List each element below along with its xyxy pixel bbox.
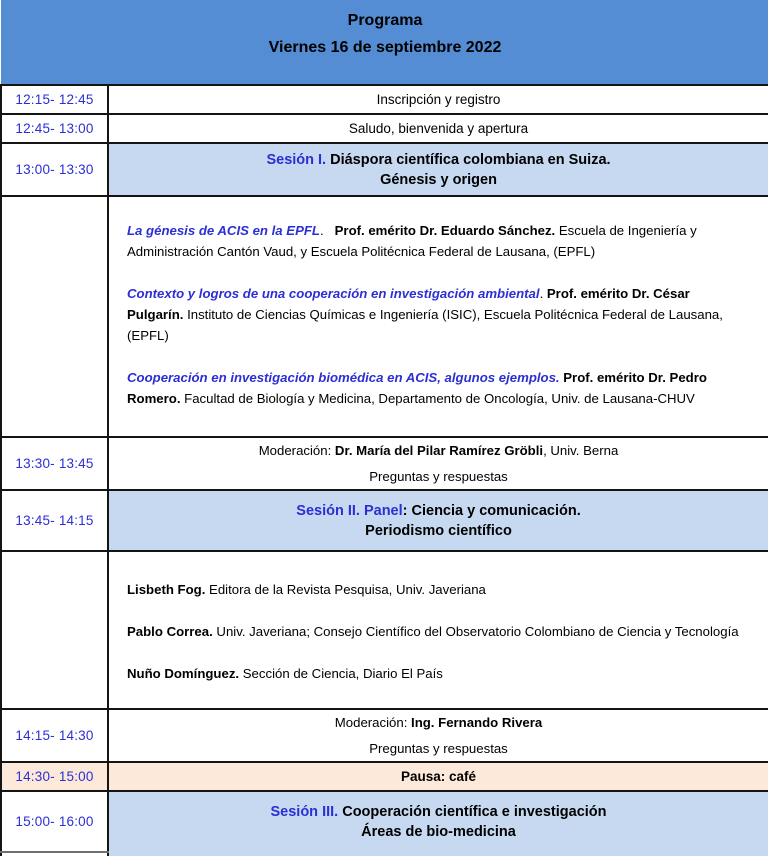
moderation1 (108, 437, 768, 490)
talk-2 (127, 283, 748, 346)
moderation2-questions: Preguntas y respuestas (369, 741, 508, 756)
session3-header (108, 791, 768, 852)
moderation2 (108, 709, 768, 762)
row-session1 (1, 143, 768, 196)
moderation1-prefix: Moderación: (258, 443, 335, 458)
row-session2 (1, 490, 768, 551)
moderation2-line (109, 714, 768, 731)
panel-speakers (108, 551, 768, 709)
header-row (1, 0, 768, 85)
partial-time-cell (1, 852, 108, 856)
session2-title-line1 (109, 501, 768, 521)
talk-1-affiliation: Escuela de Ingeniería y Administración Cantón Vaud, y Escuela Politécnica Federal de Lausana, (EPFL) (127, 223, 700, 259)
session3-title-line1 (109, 802, 768, 822)
session2-label: Sesión II. Panel (296, 502, 403, 519)
row-panel-speakers (1, 551, 768, 709)
time-empty-1 (1, 196, 108, 437)
partial-content-cell (108, 852, 768, 856)
time-empty-2 (1, 551, 108, 709)
moderation1-suffix: , Univ. Berna (543, 443, 619, 458)
time-break: 14:30- 15:00 (1, 762, 108, 791)
row-welcome (1, 114, 768, 143)
talk-2-affiliation: Instituto de Ciencias Químicas e Ingeniería (ISIC), Escuela Politécnica Federal de Lausana, (EPFL) (127, 307, 727, 343)
session1-talks (108, 196, 768, 437)
row-partial-cutoff (1, 852, 768, 856)
session2-title: : Ciencia y comunicación. (402, 502, 581, 519)
time-session2: 13:45- 14:15 (1, 490, 108, 551)
talk-1-speaker: Prof. emérito Dr. Eduardo Sánchez. (334, 223, 556, 238)
talk-3 (127, 367, 748, 409)
talk-3-speaker: Prof. emérito Dr. Pedro Romero. (127, 370, 711, 406)
event-welcome: Saludo, bienvenida y apertura (108, 114, 768, 143)
time-session3: 15:00- 16:00 (1, 791, 108, 852)
session3-title: Cooperación científica e investigación (338, 804, 607, 820)
talk-2-title: Contexto y logros de una cooperación en investigación ambiental (127, 286, 540, 301)
panelist-3 (127, 663, 748, 684)
time-welcome: 12:45- 13:00 (1, 114, 108, 143)
session1-header (108, 143, 768, 196)
panelist-2-desc: Univ. Javeriana; Consejo Científico del Observatorio Colombiano de Ciencia y Tecnología (212, 624, 739, 639)
panelist-1 (127, 579, 748, 600)
talk-1-title: La génesis de ACIS en la EPFL (127, 223, 320, 238)
time-moderation1: 13:30- 13:45 (1, 437, 108, 490)
row-moderation1 (1, 437, 768, 490)
moderation1-name: Dr. María del Pilar Ramírez Gröbli (334, 443, 544, 458)
event-registration: Inscripción y registro (108, 85, 768, 114)
moderation1-line (109, 442, 768, 459)
program-date: Viernes 16 de septiembre 2022 (268, 39, 502, 56)
row-break (1, 762, 768, 791)
panelist-2 (127, 621, 748, 642)
time-moderation2: 14:15- 14:30 (1, 709, 108, 762)
panelist-3-name: Nuño Domínguez. (127, 666, 240, 681)
panelist-1-name: Lisbeth Fog. (127, 582, 206, 597)
panelist-1-desc: Editora de la Revista Pesquisa, Univ. Javeriana (205, 582, 486, 597)
panelist-2-name: Pablo Correa. (127, 624, 213, 639)
program-title: Programa (347, 12, 423, 29)
moderation2-name: Ing. Fernando Rivera (411, 715, 543, 730)
moderation1-questions: Preguntas y respuestas (369, 469, 508, 484)
panelist-3-desc: Sección de Ciencia, Diario El País (239, 666, 443, 681)
session1-title-line2: Génesis y origen (380, 171, 497, 188)
row-session1-talks (1, 196, 768, 437)
session2-header (108, 490, 768, 551)
talk-2-speaker: Prof. emérito Dr. César Pulgarín. (127, 286, 694, 322)
session1-title: Diáspora científica colombiana en Suiza. (326, 151, 611, 168)
moderation2-prefix: Moderación: (334, 715, 412, 730)
time-registration: 12:15- 12:45 (1, 85, 108, 114)
row-registration (1, 85, 768, 114)
talk-3-title: Cooperación en investigación biomédica en ACIS, algunos ejemplos. (127, 370, 560, 385)
talk-3-affiliation: Facultad de Biología y Medicina, Departamento de Oncología, Univ. de Lausana-CHUV (180, 391, 695, 406)
program-header (1, 0, 768, 85)
talk-2-sep: . (539, 286, 547, 301)
event-break: Pausa: café (108, 762, 768, 791)
row-session3 (1, 791, 768, 852)
session2-title-line2: Periodismo científico (365, 522, 512, 539)
row-moderation2 (1, 709, 768, 762)
talk-1-sep: . (319, 223, 335, 238)
session3-title-line2: Áreas de bio-medicina (361, 824, 516, 840)
session3-label: Sesión III. (270, 804, 339, 820)
session1-title-line1 (109, 150, 768, 170)
time-session1: 13:00- 13:30 (1, 143, 108, 196)
session1-label: Sesión I. (266, 151, 327, 168)
talk-1 (127, 220, 748, 262)
